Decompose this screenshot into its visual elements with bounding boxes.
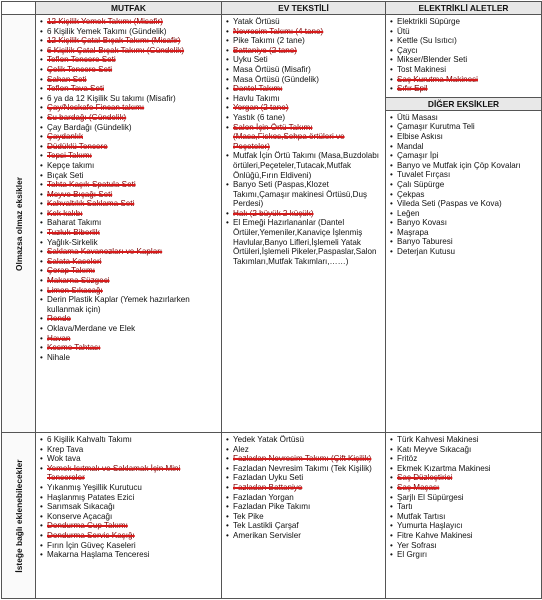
checklist-item-text: Konserve Açacağı [47,511,113,521]
list-olmazsa-diger-eksikler [386,111,541,258]
checklist-item-text: Fazladan Yorgan [233,492,294,502]
checklist-item [40,257,219,267]
checklist-item-text: Saç Maşası [397,482,440,492]
checklist-item-text: Kepçe takımı [47,160,95,170]
row-label-cell-olmazsa-olmaz [2,15,36,433]
checklist-item-text: Elbise Askısı [397,131,443,141]
checklist-item-text: Saç Düzleştirici [397,473,453,483]
checklist-item [40,17,219,27]
checklist-item-text: Çekpas [397,189,425,199]
checklist-item [40,295,219,314]
row-istege-bagli [2,433,542,599]
checklist-item [40,550,219,560]
checklist-item-text: Masa Örtüsü (Misafir) [233,64,311,74]
checklist-item [40,190,219,200]
list-istege-ev-tekstili [222,433,385,542]
checklist-item-text: Nihale [47,352,70,362]
checklist-item [40,343,219,353]
checklist-item-text: Kettle (Su Isıtıcı) [397,36,457,46]
checklist-item [40,464,219,483]
checklist-item-text: Yastık (6 tane) [233,112,286,122]
checklist-item [226,483,383,493]
checklist-item-text: 12 Kişilik Çatal-Bıçak Takımı (Misafir) [47,36,181,46]
checklist-item [40,531,219,541]
checklist-item [390,170,539,180]
checklist-item [226,531,383,541]
checklist-item [40,171,219,181]
checklist-item-text: Tuvalet Fırçası [397,170,451,180]
checklist-item [390,199,539,209]
checklist-item-text: Tek Pike [233,511,264,521]
checklist-item-text: Yemek Isıtmalı ve Saklamak İçin Mini Tencereler [47,463,181,483]
checklist-item-text: Banyo Kovası [397,218,447,228]
checklist-item-text: Kek kalıbı [47,208,83,218]
checklist-item-text: Yorgan (2 tane) [233,103,289,113]
list-istege-mutfak [36,433,221,561]
checklist-item-text: Tepsi Takımı [47,151,92,161]
checklist-item-text: Deterjan Kutusu [397,247,456,257]
checklist-item [390,218,539,228]
checklist-item [390,247,539,257]
checklist-item-text: Baharat Takımı [47,218,102,228]
checklist-item [226,454,383,464]
checklist-item-text: Limon Sıkacağı [47,285,103,295]
checklist-item-text: 6 Kişilik Yemek Takımı (Gündelik) [47,26,167,36]
list-istege-elektrikli-aletler [386,433,541,561]
checklist-item-text: Tartı [397,502,413,512]
checklist-item-text: Yedek Yatak Örtüsü [233,435,304,444]
checklist-item [390,550,539,560]
checklist-item [226,94,383,104]
checklist-item-text: Mutfak Tartısı [397,511,446,521]
checklist-item [390,65,539,75]
checklist-item [40,483,219,493]
checklist-item [226,209,383,219]
checklist-item-text: Maşrapa [397,227,429,237]
checklist-item-text: Krep Tava [47,444,84,454]
checklist-item [390,541,539,551]
checklist-item-text: Rende [47,314,71,324]
row-label-istege-bagli: İsteğe bağlı eklenebilecekler [13,458,24,573]
checklist-item-text: Tahta Kaşık-Spatula Seti [47,180,136,190]
checklist-item-text: Banyo ve Mutfak için Çöp Kovaları [397,160,521,170]
checklist-item [390,464,539,474]
checklist-item-text: Dondurma Servis Kaşığı [47,530,135,540]
checklist-item-text: Çaydanlık [47,132,83,142]
checklist-item [40,132,219,142]
checklist-item [390,36,539,46]
checklist-item-text: Çalı Süpürge [397,179,445,189]
checklist-item-text: Uyku Seti [233,55,268,65]
checklist-item-text: Yağlık-Sirkelik [47,237,98,247]
checklist-item-text: 6 Kişilik Çatal-Bıçak Takımı (Gündelik) [47,45,185,55]
checklist-item-text: Fitre Kahve Makinesi [397,530,473,540]
checklist-item-text: Ekmek Kızartma Makinesi [397,463,491,473]
checklist-item [390,483,539,493]
checklist-item [226,103,383,113]
checklist-item [40,75,219,85]
checklist-item-text: Havlu Takımı [233,93,280,103]
checklist-item [390,132,539,142]
checklist-item [390,122,539,132]
checklist-item [40,541,219,551]
checklist-item [40,209,219,219]
checklist-item-text: 6 Kişilik Kahvaltı Takımı [47,435,132,444]
checklist-item-text: Havan [47,333,71,343]
checklist-item [390,435,539,445]
checklist-item [40,314,219,324]
checklist-item [226,473,383,483]
checklist-item-text: Tek Lastikli Çarşaf [233,521,299,531]
checklist-item [390,180,539,190]
checklist-item [40,142,219,152]
checklist-item-text: Ütü [397,26,410,36]
checklist-item [390,521,539,531]
checklist-item [226,46,383,56]
checklist-item [390,55,539,65]
checklist-item-text: Mandal [397,141,424,151]
checklist-item-text: Banyo Seti (Paspas,Klozet Takımı,Çamaşır makinesi Örtüsü,Duş Perdesi) [233,180,368,209]
checklist-item [40,27,219,37]
checklist-item [390,161,539,171]
checklist-item [390,531,539,541]
checklist-item-text: Vileda Seti (Paspas ve Kova) [397,199,502,209]
checklist-item [40,65,219,75]
row-label-olmazsa-olmaz: Olmazsa olmaz eksikler [13,176,24,271]
checklist-item [40,46,219,56]
checklist-item-text: Fazladan Battaniye [233,482,303,492]
column-header-mutfak: MUTFAK [36,2,222,15]
corner-cell [2,2,36,15]
checklist-item-text: Çamaşır İpi [397,151,439,161]
checklist-item [390,237,539,247]
checklist-item-text: Wok tava [47,454,81,464]
checklist-item-text: Yatak Örtüsü [233,17,280,26]
column-header-ev-tekstili: EV TEKSTİLİ [222,2,386,15]
checklist-item-text: Türk Kahvesi Makinesi [397,435,479,444]
row-label-cell-istege-bagli [2,433,36,599]
list-olmazsa-ev-tekstili [222,15,385,267]
checklist-item [40,286,219,296]
checklist-item [40,84,219,94]
checklist-item-text: Tuzluk-Biberlik [47,228,100,238]
checklist-item-text: Meyve Bıçağı Seti [47,189,113,199]
checklist-item-text: Çay Bardağı (Gündelik) [47,122,132,132]
checklist-item-text: Şarjlı El Süpürgesi [397,492,464,502]
cell-olmazsa-mutfak [36,15,222,433]
checklist-item [390,27,539,37]
checklist-item [40,353,219,363]
checklist-item [226,521,383,531]
checklist-item-text: Yumurta Haşlayıcı [397,521,463,531]
checklist-item-text: Teflon Tencere Seti [47,55,116,65]
column-header-elektrikli-aletler: ELEKTRİKLİ ALETLER [386,2,542,15]
checklist-item-text: Masa Örtüsü (Gündelik) [233,74,319,84]
checklist-item-text: Katı Meyve Sıkacağı [397,444,472,454]
checklist-item [226,75,383,85]
checklist-item [40,454,219,464]
checklist-item [40,103,219,113]
checklist-item-text: Oklava/Merdane ve Elek [47,324,136,333]
checklist-item [226,445,383,455]
checklist-item-text: Fırın İçin Güveç Kaseleri [47,540,136,550]
checklist-item [390,75,539,85]
checklist-item-text: Çorap Takımı [47,266,95,276]
checklist-item [390,454,539,464]
checklist-item [40,445,219,455]
checklist-item [390,473,539,483]
checklist-item-text: Dantel Takımı [233,84,283,94]
checklist-item [226,55,383,65]
checklist-item [390,46,539,56]
checklist-item-text: Banyo Taburesi [397,237,453,247]
checklist-item-text: Sarımsak Sıkacağı [47,502,115,512]
checklist-item-text: Pike Takımı (2 tane) [233,36,305,46]
cell-istege-ev-tekstili [222,433,386,599]
checklist-item [226,502,383,512]
checklist-item [40,180,219,190]
checklist-item-text: Dondurma Cup Takımı [47,521,128,531]
checklist-item [226,17,383,27]
checklist-item-text: Amerikan Servisler [233,530,301,540]
checklist-item [40,266,219,276]
checklist-item-text: Teflon Tava Seti [47,84,104,94]
checklist-item-text: Çamaşır Kurutma Teli [397,122,475,132]
checklist-item-text: Mutfak İçin Örtü Takımı (Masa,Buzdolabı örtüleri,Peçeteler,Tutacak,Mutfak Önlüğü,Fırın Eldiveni) [233,151,380,180]
checklist-item-text: Derin Plastik Kaplar (Yemek hazırlarken kullanmak için) [47,295,190,314]
checklist-item-text: 6 ya da 12 Kişilik Su takımı (Misafir) [47,93,176,103]
checklist-item [40,435,219,445]
checklist-item-text: Kahvaltılık Saklama Seti [47,199,135,209]
checklist-item-text: Yer Sofrası [397,540,437,550]
checklist-item-text: Makarna Süzgeci [47,276,110,286]
checklist-item [40,94,219,104]
checklist-item-text: Fazladan Uyku Seti [233,473,304,483]
checklist-item [40,238,219,248]
checklist-item-text: Su bardağı (Gündelik) [47,112,127,122]
checklist-item [226,180,383,209]
checklist-item-text: Sıfır Epil [397,84,428,94]
checklist-item [390,151,539,161]
checklist-item [40,55,219,65]
checklist-item-text: Elektrikli Süpürge [397,17,460,26]
checklist-item [40,151,219,161]
checklist-item [226,218,383,266]
checklist-item-text: Fritöz [397,454,418,464]
header-row [2,2,542,15]
checklist-item [40,161,219,171]
checklist-item-text: Yıkanmış Yeşillik Kurutucu [47,482,142,492]
checklist-item [390,84,539,94]
checklist-item-text: Salata Kaseleri [47,256,102,266]
checklist-item [40,521,219,531]
subheader-diger-eksikler: DİĞER EKSİKLER [386,97,541,111]
checklist-item-text: Halı (2 büyük 2 küçük) [233,208,314,218]
checklist-item-text: Saç Kurutma Makinesi [397,74,478,84]
checklist-item [40,512,219,522]
checklist-item-text: Alez [233,444,249,454]
checklist-item [40,218,219,228]
checklist-item [226,84,383,94]
checklist-item [390,502,539,512]
checklist-item-text: Makarna Haşlama Tenceresi [47,550,150,560]
checklist-item [40,276,219,286]
checklist-item-text: Kesme Tahtası [47,343,101,353]
checklist-item-text: El Grgırı [397,550,428,560]
checklist-item-text: Fazladan Nevresim Takımı (Çift Kişilik) [233,454,372,464]
checklist-item [40,199,219,209]
checklist-item-text: El Emeği Hazırlananlar (Dantel Örtüler,Yemeniler,Kanaviçe İşlenmiş Havlular,Banyo Lifleri,İşlemeli Yatak Örtüleri,İşlemeli Pikeler,Paspaslar,Salon Takımları,Mutfak Takımları,……) [233,218,377,266]
checklist-item [226,464,383,474]
checklist-item-text: Bıçak Seti [47,170,84,180]
checklist-item [226,113,383,123]
checklist-item-text: Haşlanmış Patates Ezici [47,492,135,502]
checklist-item [390,445,539,455]
checklist-item [390,209,539,219]
checklist-item-text: Battaniye (2 tane) [233,45,297,55]
checklist-item [40,493,219,503]
checklist-item [40,324,219,334]
checklist-item [226,27,383,37]
checklist-item [226,36,383,46]
checklist-item [226,435,383,445]
checklist-item [40,123,219,133]
checklist-item [40,113,219,123]
checklist-item [226,512,383,522]
cell-olmazsa-ev-tekstili [222,15,386,433]
checklist-item-text: Fazladan Pike Takımı [233,502,311,512]
checklist-item [40,502,219,512]
list-olmazsa-mutfak [36,15,221,363]
checklist-item-text: Leğen [397,208,420,218]
list-olmazsa-elektrikli-aletler [386,15,541,95]
checklist-item [226,151,383,180]
checklist-item-text: Çelik Tencere Seti [47,64,113,74]
checklist-item-text: Salon İçin Örtü Takımı (Masa,Fiskos,Sehpa örtüleri ve Peçeteler) [233,122,345,151]
checklist-item-text: Tost Makinesi [397,64,447,74]
checklist-item-text: Mikser/Blender Seti [397,55,468,65]
checklist-item-text: Fazladan Nevresim Takımı (Tek Kişilik) [233,463,372,473]
checklist-item [390,17,539,27]
checklist-item-text: Çaycı [397,45,418,55]
cell-olmazsa-elektrikli [386,15,542,433]
checklist-item [40,228,219,238]
checklist-item [226,493,383,503]
checklist-item [226,123,383,152]
cell-istege-mutfak [36,433,222,599]
checklist-item [390,113,539,123]
checklist-item [390,228,539,238]
checklist-item [226,65,383,75]
checklist-item [390,493,539,503]
checklist-item [40,334,219,344]
checklist-item-text: Saklama Kavanozları ve Kapları [47,247,163,257]
checklist-item-text: Çay/Neskafe Fincan takımı [47,103,145,113]
checklist-item-text: Sahan Seti [47,74,87,84]
checklist-item-text: Ütü Masası [397,112,438,122]
checklist-item [40,36,219,46]
checklist-item [390,142,539,152]
dowry-checklist-table [1,1,542,599]
checklist-item-text: Nevresim Takımı (4 tane) [233,26,324,36]
cell-istege-elektrikli [386,433,542,599]
checklist-item-text: Düdüklü Tencere [47,141,108,151]
checklist-item [390,512,539,522]
checklist-item-text: 12 Kişilik Yemek Takımı (Misafir) [47,17,163,26]
checklist-item [40,247,219,257]
row-olmazsa-olmaz [2,15,542,433]
checklist-item [390,190,539,200]
